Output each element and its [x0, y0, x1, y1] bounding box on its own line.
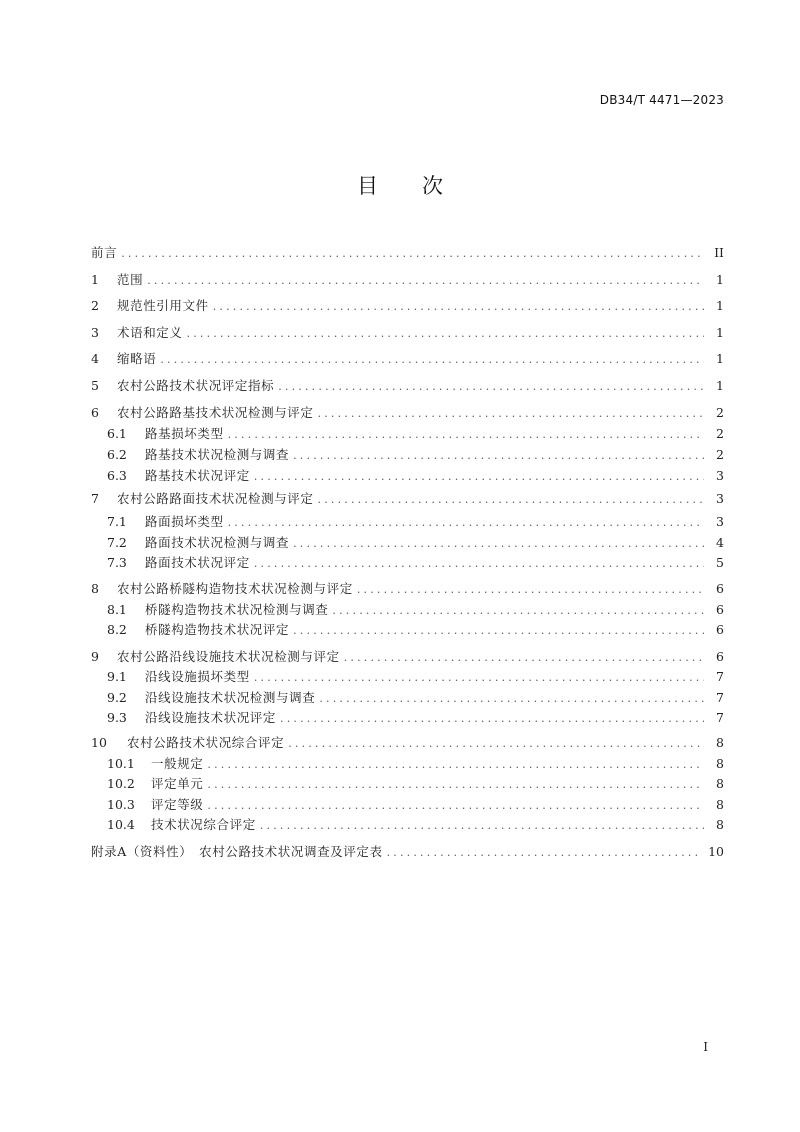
toc-entry-number: 10.3 — [107, 796, 135, 812]
toc-entry-title: 路基技术状况检测与调查 — [145, 447, 290, 462]
toc-entry[interactable] — [107, 795, 724, 813]
toc-entry-title: 路面技术状况检测与调查 — [145, 535, 290, 550]
toc-entry-title: 路基损坏类型 — [145, 426, 224, 441]
toc-entry-title: 缩略语 — [117, 351, 157, 366]
toc-entry[interactable] — [91, 647, 724, 665]
dot-leader — [228, 516, 704, 529]
toc-entry-page: 7 — [716, 709, 724, 725]
toc-entry-title: 农村公路路基技术状况检测与评定 — [117, 405, 314, 420]
title-char-1: 目 — [357, 174, 378, 198]
dot-leader — [293, 449, 704, 462]
toc-entry-title: 沿线设施损坏类型 — [145, 669, 250, 684]
toc-entry-page: 10 — [708, 843, 724, 859]
toc-entry-page: 8 — [716, 775, 724, 791]
toc-entry-page: 6 — [716, 601, 724, 617]
toc-entry[interactable] — [107, 600, 724, 618]
dot-leader — [318, 493, 704, 506]
toc-entry-page: 2 — [716, 404, 724, 420]
toc-entry-title: 范围 — [117, 272, 144, 287]
toc-entry-number: 3 — [91, 324, 99, 340]
title-char-2: 次 — [422, 174, 443, 198]
dot-leader — [260, 819, 704, 832]
toc-entry-number: 5 — [91, 377, 99, 393]
toc-entry[interactable] — [107, 708, 724, 726]
dot-leader — [332, 604, 704, 617]
toc-entry[interactable] — [91, 243, 724, 261]
toc-entry[interactable] — [107, 466, 724, 484]
toc-entry-page: 1 — [716, 297, 724, 313]
toc-entry-page: 2 — [716, 425, 724, 441]
toc-entry-number: 6.2 — [107, 446, 127, 462]
dot-leader — [160, 353, 704, 366]
toc-entry[interactable] — [107, 774, 724, 792]
toc-entry-page: 1 — [716, 271, 724, 287]
toc-entry-title: 路面技术状况评定 — [145, 555, 250, 570]
toc-entry-number: 10 — [91, 734, 107, 750]
toc-entry-page: 1 — [716, 350, 724, 366]
dot-leader — [254, 557, 704, 570]
dot-leader — [357, 583, 704, 596]
dot-leader — [278, 380, 704, 393]
toc-entry-page: 8 — [716, 796, 724, 812]
toc-entry-title: 桥隧构造物技术状况检测与调查 — [145, 602, 329, 617]
toc-entry-page: 8 — [716, 755, 724, 771]
toc-entry[interactable] — [91, 489, 724, 507]
dot-leader — [254, 470, 704, 483]
toc-entry-number: 9.3 — [107, 709, 127, 725]
toc-entry-number: 2 — [91, 297, 99, 313]
toc-entry-page: 6 — [716, 648, 724, 664]
toc-entry-number: 8 — [91, 580, 99, 596]
dot-leader — [280, 712, 704, 725]
toc-entry-number: 1 — [91, 271, 99, 287]
toc-entry-title: 规范性引用文件 — [117, 298, 209, 313]
page-title — [0, 170, 800, 200]
toc-entry-title: 路面损坏类型 — [145, 514, 224, 529]
toc-entry[interactable] — [91, 323, 724, 341]
toc-entry-page: 5 — [716, 554, 724, 570]
toc-entry-title: 农村公路技术状况评定指标 — [117, 378, 275, 393]
toc-entry-number: 10.4 — [107, 816, 135, 832]
dot-leader — [187, 327, 704, 340]
document-code: DB34/T 4471—2023 — [599, 93, 724, 107]
toc-entry-title: 评定单元 — [151, 776, 204, 791]
toc-entry-page: 2 — [716, 446, 724, 462]
toc-entry-number: 6.1 — [107, 425, 127, 441]
toc-entry-title: 沿线设施技术状况检测与调查 — [145, 690, 316, 705]
toc-entry-number: 4 — [91, 350, 99, 366]
dot-leader — [147, 274, 704, 287]
toc-entry-number: 9 — [91, 648, 99, 664]
toc-entry-title: 桥隧构造物技术状况评定 — [145, 622, 290, 637]
toc-entry-number: 6 — [91, 404, 99, 420]
toc-entry[interactable] — [107, 533, 724, 551]
toc-entry[interactable] — [107, 688, 724, 706]
toc-entry[interactable] — [107, 553, 724, 571]
toc-entry-title: 农村公路桥隧构造物技术状况检测与评定 — [117, 581, 353, 596]
toc-entry[interactable] — [91, 579, 724, 597]
toc-entry[interactable] — [91, 376, 724, 394]
dot-leader — [207, 778, 704, 791]
toc-entry-title: 术语和定义 — [117, 325, 183, 340]
dot-leader — [319, 692, 704, 705]
toc-entry[interactable] — [107, 512, 724, 530]
dot-leader — [293, 537, 704, 550]
toc-entry-page: 7 — [716, 689, 724, 705]
toc-entry-number: 7.2 — [107, 534, 127, 550]
toc-entry-page: 6 — [716, 621, 724, 637]
toc-entry[interactable] — [91, 403, 724, 421]
toc-entry-title: 评定等级 — [151, 797, 204, 812]
toc-entry[interactable] — [91, 842, 724, 860]
dot-leader — [254, 671, 704, 684]
toc-entry-number: 9.2 — [107, 689, 127, 705]
toc-entry-number: 10.2 — [107, 775, 135, 791]
dot-leader — [293, 624, 704, 637]
toc-entry-page: II — [714, 244, 724, 260]
toc-entry-number: 8.2 — [107, 621, 127, 637]
toc-entry-page: 4 — [716, 534, 724, 550]
toc-entry-title: 农村公路技术状况综合评定 — [127, 735, 285, 750]
toc-entry-title: 附录A（资料性） 农村公路技术状况调查及评定表 — [91, 844, 383, 859]
dot-leader — [213, 300, 704, 313]
dot-leader — [318, 407, 704, 420]
toc-entry-number: 10.1 — [107, 755, 135, 771]
toc-entry-number: 6.3 — [107, 467, 127, 483]
toc-entry-page: 3 — [716, 490, 724, 506]
toc-entry[interactable] — [91, 349, 724, 367]
page-number: I — [703, 1040, 708, 1054]
toc-entry-title: 前言 — [91, 245, 118, 260]
toc-entry[interactable] — [91, 733, 724, 751]
toc-entry-page: 1 — [716, 377, 724, 393]
dot-leader — [288, 737, 704, 750]
toc-entry[interactable] — [107, 620, 724, 638]
toc-entry-title: 技术状况综合评定 — [151, 817, 256, 832]
dot-leader — [387, 846, 703, 859]
toc-entry-number: 8.1 — [107, 601, 127, 617]
toc-entry-title: 农村公路路面技术状况检测与评定 — [117, 491, 314, 506]
toc-entry-title: 农村公路沿线设施技术状况检测与评定 — [117, 649, 340, 664]
toc-entry-page: 3 — [716, 513, 724, 529]
toc-entry-page: 8 — [716, 734, 724, 750]
toc-entry-title: 一般规定 — [151, 756, 204, 771]
toc-entry[interactable] — [91, 270, 724, 288]
dot-leader — [207, 758, 704, 771]
toc-entry[interactable] — [107, 754, 724, 772]
toc-entry-number: 7.3 — [107, 554, 127, 570]
toc-entry-number: 9.1 — [107, 668, 127, 684]
toc-entry-page: 8 — [716, 816, 724, 832]
toc-entry-page: 3 — [716, 467, 724, 483]
dot-leader — [344, 651, 704, 664]
toc-entry-number: 7 — [91, 490, 99, 506]
toc-entry[interactable] — [91, 296, 724, 314]
toc-entry-page: 6 — [716, 580, 724, 596]
dot-leader — [121, 247, 704, 260]
toc-entry[interactable] — [107, 667, 724, 685]
toc-entry[interactable] — [107, 445, 724, 463]
toc-entry-page: 7 — [716, 668, 724, 684]
dot-leader — [228, 428, 704, 441]
toc-entry[interactable] — [107, 815, 724, 833]
dot-leader — [207, 799, 704, 812]
toc-entry-page: 1 — [716, 324, 724, 340]
toc-entry-number: 7.1 — [107, 513, 127, 529]
toc-entry[interactable] — [107, 424, 724, 442]
toc-entry-title: 路基技术状况评定 — [145, 468, 250, 483]
toc-entry-title: 沿线设施技术状况评定 — [145, 710, 277, 725]
